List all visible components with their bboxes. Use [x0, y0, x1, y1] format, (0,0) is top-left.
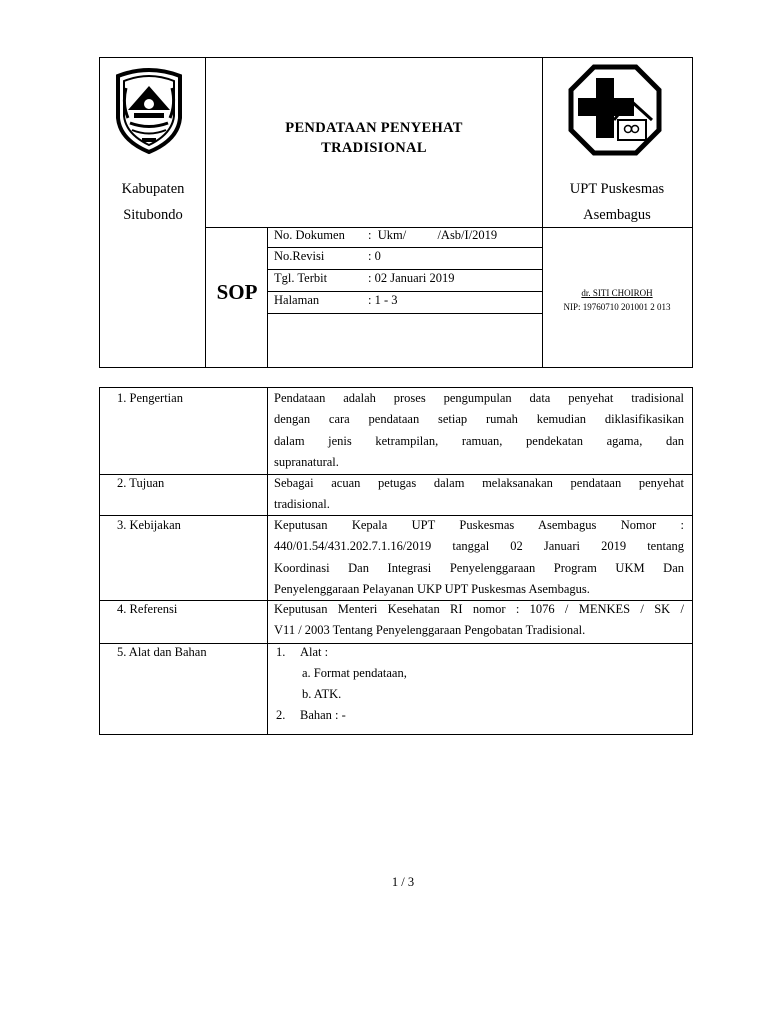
row-label: 4. Referensi	[117, 602, 178, 616]
text-line: Keputusan Kepala UPT Puskesmas Asembagus Nomor :	[274, 518, 684, 532]
meta-value: : 02 Januari 2019	[368, 271, 455, 285]
signatory-name: dr. SITI CHOIROH	[581, 288, 653, 298]
list-text: Bahan : -	[300, 708, 346, 722]
text-line: tradisional.	[274, 497, 330, 512]
signatory	[543, 288, 691, 312]
row-text	[274, 473, 684, 516]
title-line: TRADISIONAL	[321, 140, 427, 156]
text-line: Penyelenggaraan Pelayanan UKP UPT Puskesmas Asembagus.	[274, 581, 590, 596]
meta-value: : 1 - 3	[368, 293, 398, 307]
document-title	[206, 118, 542, 158]
meta-label: Halaman	[274, 293, 320, 307]
list-subitem: b. ATK.	[302, 687, 342, 701]
row-label: 5. Alat dan Bahan	[117, 645, 207, 659]
text-line: dalam jenis ketrampilan, ramuan, pendekatan agama, dan	[274, 433, 684, 448]
puskesmas-name	[543, 176, 691, 228]
list-subitem: a. Format pendataan,	[302, 666, 407, 680]
list-item	[276, 642, 676, 663]
sop-label: SOP	[216, 280, 258, 304]
meta-divider	[267, 313, 543, 314]
row-label: 3. Kebijakan	[117, 518, 181, 532]
meta-value: : Ukm/ /Asb/I/2019	[368, 228, 498, 242]
text-line: supranatural.	[274, 454, 339, 469]
text-line: dengan cara pendataan setiap rumah kemudian diklasifikasikan	[274, 412, 684, 427]
row-text	[274, 388, 684, 473]
row-text	[274, 599, 684, 642]
meta-divider	[267, 247, 543, 248]
text-line: Koordinasi Dan Integrasi Penyelenggaraan Program UKM Dan	[274, 560, 684, 575]
meta-divider	[267, 291, 543, 292]
row-label: 2. Tujuan	[117, 476, 165, 490]
meta-label: Tgl. Terbit	[274, 271, 328, 285]
row-text	[274, 515, 684, 600]
list-number: 1.	[276, 645, 286, 659]
text-line: 440/01.54/431.202.7.1.16/2019 tanggal 02 Januari 2019 tentang	[274, 539, 684, 554]
page-number: 1 / 3	[391, 875, 415, 889]
text-line: V11 / 2003 Tentang Penyelenggaraan Pengobatan Tradisional.	[274, 623, 586, 638]
text-line: Pendataan adalah proses pengumpulan data penyehat tradisional	[274, 391, 684, 405]
kabupaten-emblem-icon	[112, 66, 186, 161]
region-line: Asembagus	[583, 207, 651, 223]
meta-label: No. Dokumen	[274, 228, 345, 242]
meta-value: : 0	[368, 249, 381, 263]
list-number: 2.	[276, 708, 286, 722]
row-label: 1. Pengertian	[117, 391, 183, 405]
puskesmas-logo-icon	[568, 64, 662, 161]
text-line: Keputusan Menteri Kesehatan RI nomor : 1076 / MENKES / SK /	[274, 602, 684, 616]
kabupaten-name	[101, 176, 205, 228]
meta-label: No.Revisi	[274, 249, 325, 263]
list-item	[276, 705, 676, 726]
meta-divider	[267, 269, 543, 270]
region-line: Kabupaten	[121, 181, 185, 197]
signatory-nip: NIP: 19760710 201001 2 013	[563, 302, 671, 312]
region-line: UPT Puskesmas	[569, 181, 665, 197]
list-text: Alat :	[300, 645, 329, 659]
text-line: Sebagai acuan petugas dalam melaksanakan pendataan penyehat	[274, 476, 684, 490]
table-divider	[267, 387, 268, 734]
title-line: PENDATAAN PENYEHAT	[285, 120, 463, 136]
header-divider	[205, 57, 206, 367]
region-line: Situbondo	[123, 207, 183, 223]
